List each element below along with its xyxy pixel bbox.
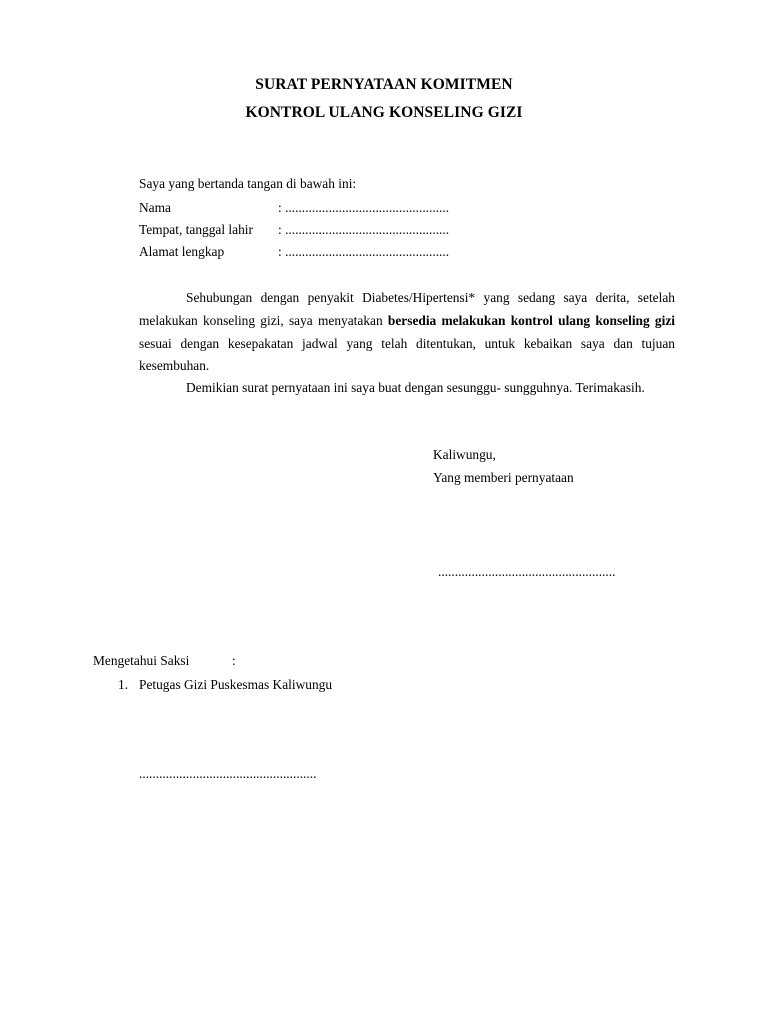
closing-text: Demikian surat pernyataan ini saya buat dengan sesunggu- sungguhnya. Terimakasih. bbox=[186, 380, 645, 395]
statement-paragraph bbox=[139, 287, 675, 378]
field-value-nama: : ................................................. bbox=[278, 200, 450, 215]
witness-colon: : bbox=[232, 653, 236, 668]
field-label-ttl: Tempat, tanggal lahir bbox=[139, 222, 253, 237]
witness-item-text: Petugas Gizi Puskesmas Kaliwungu bbox=[139, 677, 333, 692]
witness-label: Mengetahui Saksi bbox=[93, 653, 190, 668]
statement-part-1: Sehubungan dengan penyakit Diabetes/Hipertensi* yang sedang saya derita, setelah melakukan konseling gizi, saya menyatakan bbox=[139, 290, 675, 328]
field-label-alamat: Alamat lengkap bbox=[139, 244, 225, 259]
signature-role: Yang memberi pernyataan bbox=[433, 470, 574, 485]
signature-line: ..................................................... bbox=[438, 564, 616, 579]
closing-paragraph bbox=[139, 377, 675, 400]
statement-part-2: sesuai dengan kesepakatan jadwal yang telah ditentukan, untuk kebaikan saya dan tujuan kesembuhan. bbox=[139, 335, 675, 374]
document-title-line-2: KONTROL ULANG KONSELING GIZI bbox=[245, 104, 523, 121]
statement-bold-commitment: bersedia melakukan kontrol ulang konseling gizi bbox=[387, 312, 676, 328]
intro-text: Saya yang bertanda tangan di bawah ini: bbox=[139, 176, 357, 191]
field-label-nama: Nama bbox=[139, 200, 171, 215]
witness-signature-line: ..................................................... bbox=[139, 766, 317, 781]
document-title-line-1: SURAT PERNYATAAN KOMITMEN bbox=[255, 76, 513, 93]
field-value-alamat: : ................................................. bbox=[278, 244, 450, 259]
witness-item-number: 1. bbox=[118, 677, 129, 692]
signature-place: Kaliwungu, bbox=[433, 447, 496, 462]
field-value-ttl: : ................................................. bbox=[278, 222, 450, 237]
